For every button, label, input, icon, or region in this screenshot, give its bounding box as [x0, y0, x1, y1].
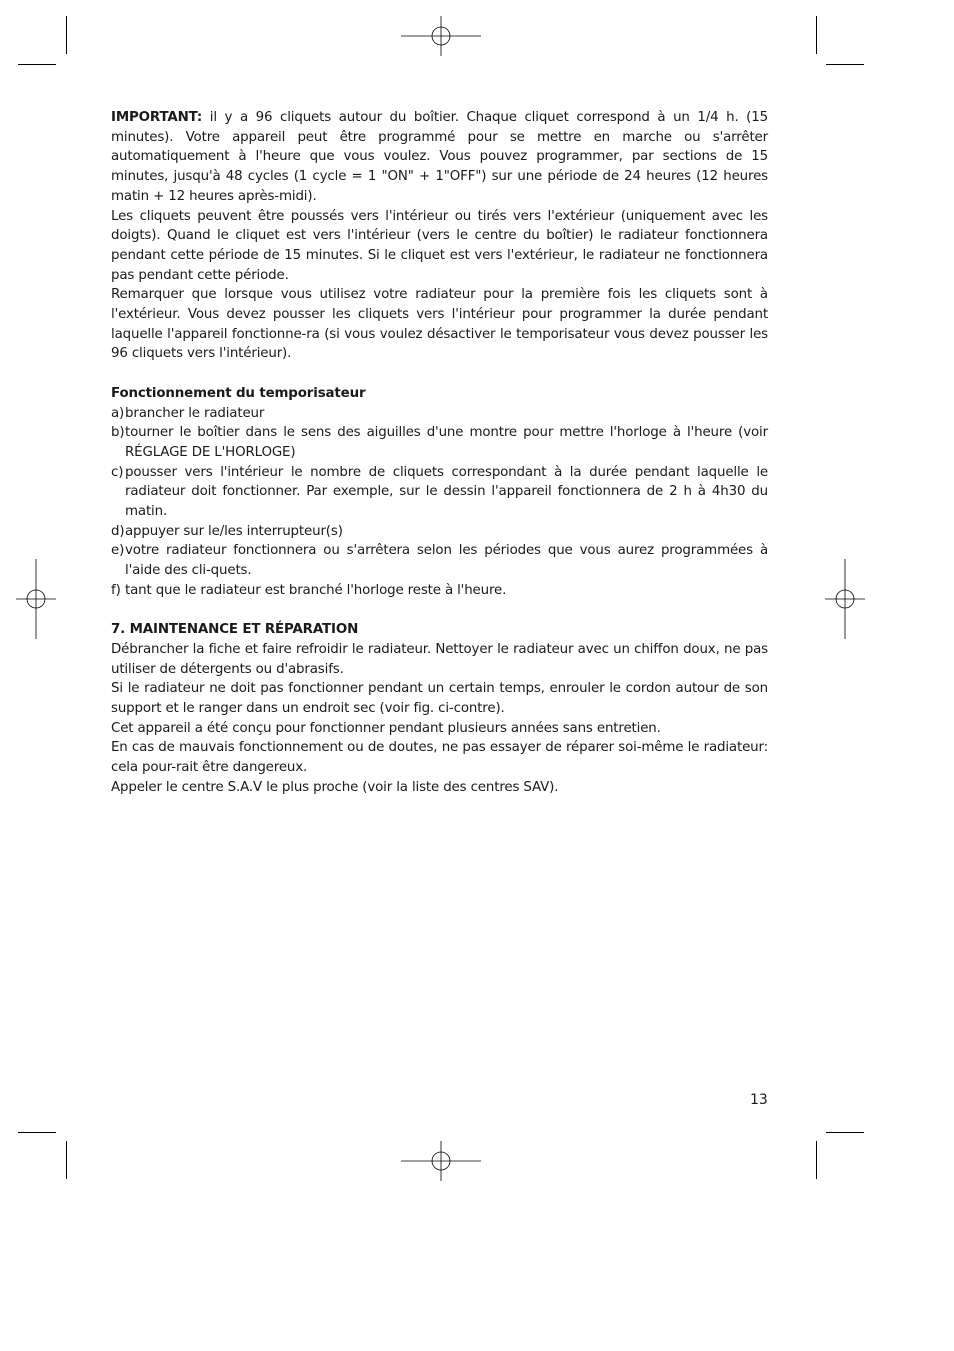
crop-mark	[66, 1141, 67, 1179]
maintenance-paragraph: Si le radiateur ne doit pas fonctionner pendant un certain temps, enrouler le cordon autour de son support et le ranger dans un endroit sec (voir fig. ci-contre).	[111, 681, 768, 717]
list-item	[111, 541, 768, 580]
list-item-text: tourner le boîtier dans le sens des aiguilles d'une montre pour mettre l'horloge à l'heure (voir RÉGLAGE DE L'HORLOGE)	[125, 425, 768, 460]
crop-mark	[816, 1141, 817, 1179]
important-paragraph	[111, 108, 768, 207]
crop-mark	[18, 1132, 56, 1133]
crop-mark	[18, 64, 56, 65]
cliquets-paragraph: Les cliquets peuvent être poussés vers l'intérieur ou tirés vers l'extérieur (uniquement avec les doigts). Quand le cliquet est vers l'intérieur (vers le centre du boîtier) le radiateur fonctionnera pendant cette période de 15 minutes. Si le cliquet est vers l'extérieur, le radiateur ne fonctionnera pas pendant cette période.	[111, 208, 768, 283]
crop-mark	[66, 16, 67, 54]
list-item-text: appuyer sur le/les interrupteur(s)	[125, 523, 343, 539]
list-item-text: pousser vers l'intérieur le nombre de cliquets correspondant à la durée pendant laquelle le radiateur doit fonctionner. Par exemple, sur le dessin l'appareil fonctionnera de 2 h à 4h30 du matin.	[125, 464, 768, 520]
timer-heading: Fonctionnement du temporisateur	[111, 385, 366, 401]
list-item-text: tant que le radiateur est branché l'horloge reste à l'heure.	[125, 582, 507, 598]
maintenance-paragraph: Débrancher la fiche et faire refroidir le radiateur. Nettoyer le radiateur avec un chiffon doux, ne pas utiliser de détergents ou d'abrasifs.	[111, 641, 768, 677]
list-item-text: votre radiateur fonctionnera ou s'arrêtera selon les périodes que vous aurez programmées à l'aide des cli-quets.	[125, 543, 768, 579]
page-content	[111, 108, 768, 798]
remarque-paragraph: Remarquer que lorsque vous utilisez votre radiateur pour la première fois les cliquets sont à l'extérieur. Vous devez pousser les cliquets vers l'intérieur pour programmer la durée pendant laquelle l'appareil fonctionne-ra (si vous voulez désactiver le temporisateur vous devez pousser les 96 cliquets vers l'intérieur).	[111, 287, 768, 362]
crop-mark	[826, 1132, 864, 1133]
registration-mark-right	[825, 559, 865, 639]
list-marker: f)	[111, 582, 121, 598]
list-marker: d)	[111, 523, 125, 539]
list-marker: b)	[111, 425, 125, 441]
list-item	[111, 581, 768, 601]
list-item	[111, 423, 768, 462]
maintenance-paragraph: En cas de mauvais fonctionnement ou de doutes, ne pas essayer de réparer soi-même le radiateur: cela pour-rait être dangereux.	[111, 740, 768, 776]
list-item	[111, 522, 768, 542]
list-item-text: brancher le radiateur	[125, 405, 265, 421]
list-marker: e)	[111, 543, 125, 559]
crop-mark	[816, 16, 817, 54]
maintenance-paragraph: Cet appareil a été conçu pour fonctionner pendant plusieurs années sans entretien.	[111, 720, 661, 736]
registration-mark-top	[401, 16, 481, 56]
list-marker: c)	[111, 464, 124, 480]
maintenance-paragraph: Appeler le centre S.A.V le plus proche (voir la liste des centres SAV).	[111, 779, 559, 795]
page-number: 13	[750, 1092, 768, 1108]
list-marker: a)	[111, 405, 125, 421]
list-item	[111, 404, 768, 424]
maintenance-heading: 7. MAINTENANCE ET RÉPARATION	[111, 622, 359, 638]
list-item	[111, 463, 768, 522]
important-text: il y a 96 cliquets autour du boîtier. Chaque cliquet correspond à un 1/4 h. (15 minutes). Votre appareil peut être programmé pour se mettre en marche ou s'arrêter automatiquement à l'heure que vous voulez. Vous pouvez programmer, par sections de 15 minutes, jusqu'à 48 cycles (1 cycle = 1 "ON" + 1"OFF") sur une période de 24 heures (12 heures matin + 12 heures après-midi).	[111, 110, 768, 204]
crop-mark	[826, 64, 864, 65]
registration-mark-bottom	[401, 1141, 481, 1181]
important-label: IMPORTANT:	[111, 110, 203, 125]
registration-mark-left	[16, 559, 56, 639]
